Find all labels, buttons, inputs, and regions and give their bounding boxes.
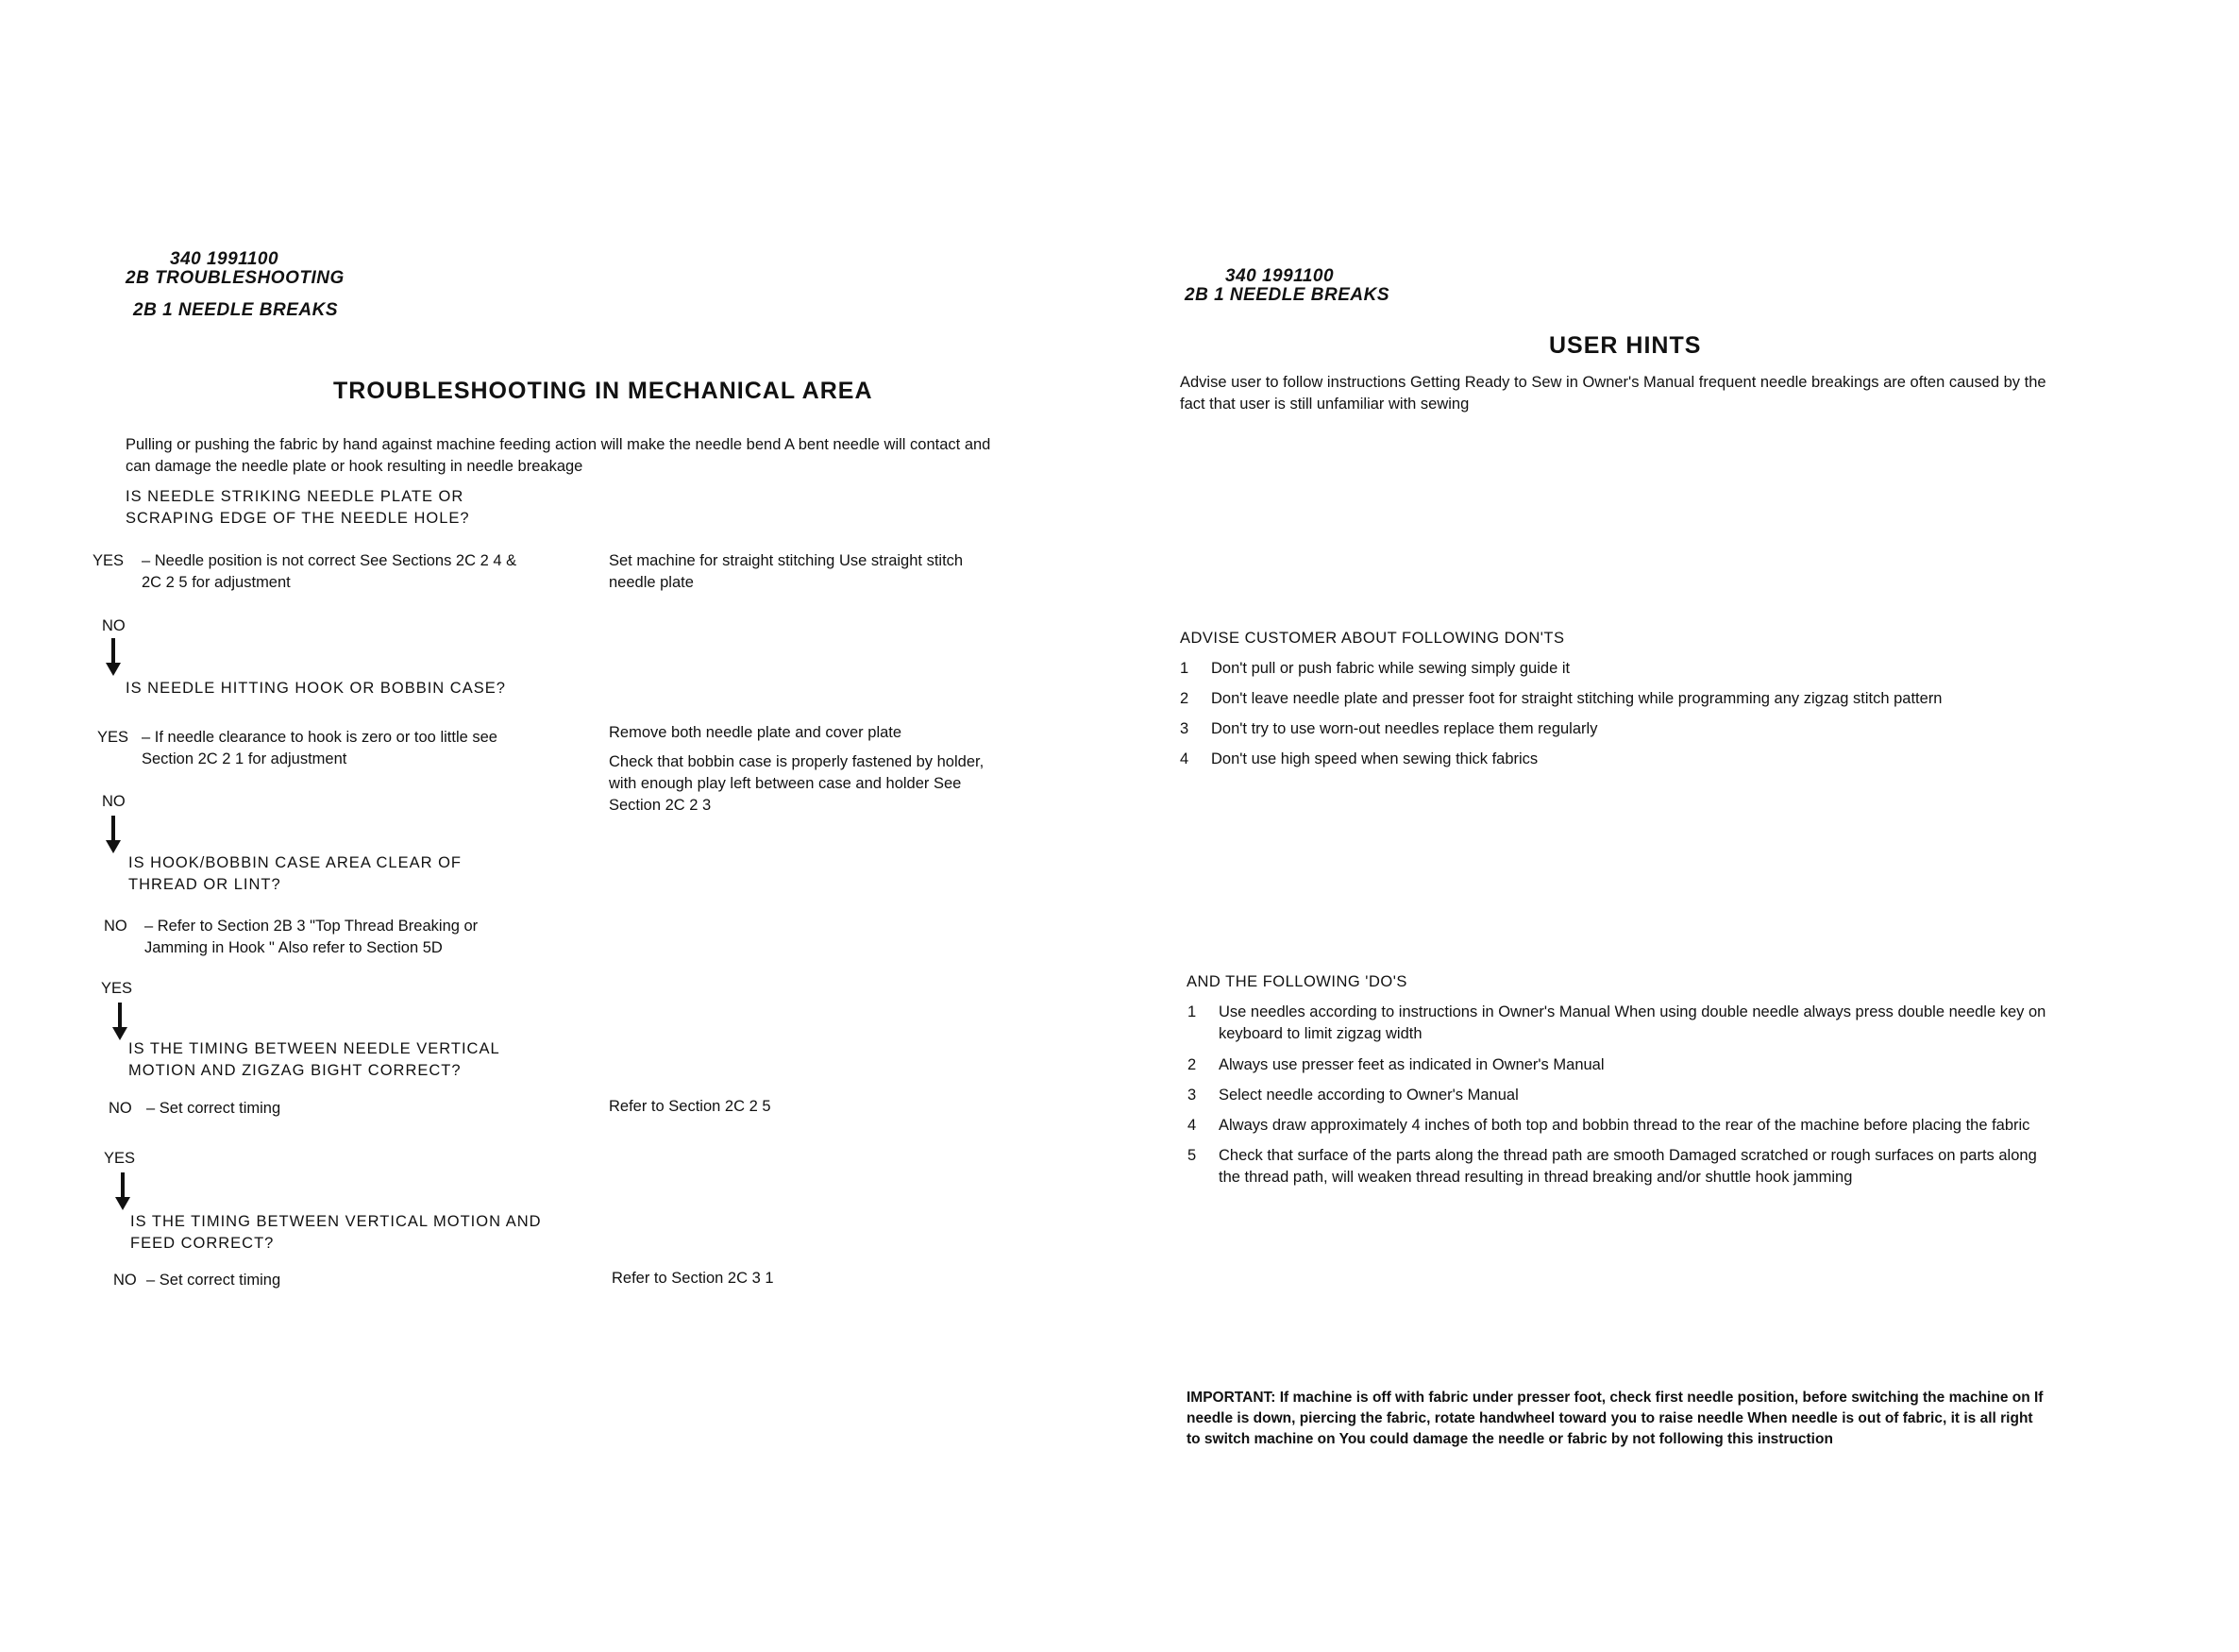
list-item-text: Select needle according to Owner's Manual bbox=[1219, 1087, 1519, 1104]
list-item-number: 1 bbox=[1180, 660, 1189, 677]
list-item-text: Always draw approximately 4 inches of both top and bobbin thread to the rear of the machine before placing the fabric bbox=[1219, 1117, 2030, 1134]
question-needle-striking-plate: IS NEEDLE STRIKING NEEDLE PLATE OR SCRAPING EDGE OF THE NEEDLE HOLE? bbox=[126, 488, 470, 527]
list-item-number: 2 bbox=[1187, 1056, 1197, 1073]
q4-no-label: NO bbox=[109, 1100, 132, 1117]
q2-action-remove-plates: Remove both needle plate and cover plate bbox=[609, 724, 902, 741]
yes3-label: YES bbox=[101, 980, 133, 997]
donts-heading: ADVISE CUSTOMER ABOUT FOLLOWING DON'TS bbox=[1180, 630, 1565, 647]
important-text: If machine is off with fabric under presser foot, check first needle position, before switching the machine on If needle is down, piercing the fabric, rotate handwheel toward you to raise needle When needle is out of fabric, it is all right to switch machine on You could damage the needle or fabric by not following this instruction bbox=[1187, 1390, 2044, 1447]
dos-heading: AND THE FOLLOWING 'DO'S bbox=[1187, 973, 1407, 990]
q1-yes-text: – Needle position is not correct See Sections 2C 2 4 & 2C 2 5 for adjustment bbox=[142, 552, 517, 591]
list-item-text: Don't pull or push fabric while sewing simply guide it bbox=[1211, 660, 1571, 677]
no1-label: NO bbox=[102, 617, 126, 634]
q3-no-label: NO bbox=[104, 918, 127, 935]
q1-yes-label: YES bbox=[93, 552, 125, 569]
flow-down-arrow-icon bbox=[111, 638, 115, 665]
list-item-text: Don't leave needle plate and presser foot for straight stitching while programming any zigzag stitch pattern bbox=[1211, 690, 1943, 707]
right-doc-number: 340 1991100 bbox=[1225, 266, 1335, 286]
question-timing-needle-zigzag: IS THE TIMING BETWEEN NEEDLE VERTICAL MOTION AND ZIGZAG BIGHT CORRECT? bbox=[128, 1040, 500, 1079]
q2-yes-text: – If needle clearance to hook is zero or too little see Section 2C 2 1 for adjustment bbox=[142, 729, 497, 767]
flow-down-arrow-icon bbox=[118, 1003, 122, 1029]
left-intro-paragraph: Pulling or pushing the fabric by hand against machine feeding action will make the needle bend A bent needle will contact and can damage the needle plate or hook resulting in needle breakage bbox=[126, 436, 991, 475]
list-item-text: Don't try to use worn-out needles replace them regularly bbox=[1211, 720, 1598, 737]
list-item-number: 5 bbox=[1187, 1147, 1197, 1164]
q2-action-check-bobbin: Check that bobbin case is properly fastened by holder, with enough play left between case and holder See Section 2C 2 3 bbox=[609, 753, 985, 814]
list-item-number: 1 bbox=[1187, 1003, 1197, 1020]
q1-action: Set machine for straight stitching Use straight stitch needle plate bbox=[609, 552, 964, 591]
list-item-number: 3 bbox=[1187, 1087, 1197, 1104]
q2-yes-label: YES bbox=[97, 729, 129, 746]
left-subsection-header: 2B 1 NEEDLE BREAKS bbox=[133, 300, 338, 320]
list-item-number: 4 bbox=[1180, 750, 1189, 767]
q4-action: Refer to Section 2C 2 5 bbox=[609, 1098, 771, 1115]
question-hook-area-clear: IS HOOK/BOBBIN CASE AREA CLEAR OF THREAD OR LINT? bbox=[128, 854, 463, 893]
q5-no-label: NO bbox=[113, 1272, 137, 1289]
q3-no-text: – Refer to Section 2B 3 "Top Thread Breaking or Jamming in Hook " Also refer to Section 5D bbox=[144, 918, 479, 956]
no2-label: NO bbox=[102, 793, 126, 810]
right-subsection-header: 2B 1 NEEDLE BREAKS bbox=[1185, 285, 1389, 305]
list-item-number: 4 bbox=[1187, 1117, 1197, 1134]
list-item-number: 3 bbox=[1180, 720, 1189, 737]
question-needle-hitting-hook: IS NEEDLE HITTING HOOK OR BOBBIN CASE? bbox=[126, 680, 506, 697]
user-hints-intro: Advise user to follow instructions Getting Ready to Sew in Owner's Manual frequent needle breakings are often caused by the fact that user is still unfamiliar with sewing bbox=[1180, 374, 2046, 413]
left-doc-number: 340 1991100 bbox=[170, 249, 279, 269]
list-item-text: Always use presser feet as indicated in Owner's Manual bbox=[1219, 1056, 1605, 1073]
yes4-label: YES bbox=[104, 1150, 136, 1167]
q5-no-text: – Set correct timing bbox=[146, 1272, 281, 1289]
list-item-number: 2 bbox=[1180, 690, 1189, 707]
important-label: IMPORTANT: bbox=[1187, 1390, 1276, 1406]
flow-down-arrow-icon bbox=[121, 1172, 125, 1199]
list-item-text: Use needles according to instructions in Owner's Manual When using double needle always press double needle key on keyboard to limit zigzag width bbox=[1219, 1003, 2046, 1042]
important-note bbox=[1187, 1388, 2045, 1450]
right-page-title: USER HINTS bbox=[1549, 332, 1702, 359]
left-section-header: 2B TROUBLESHOOTING bbox=[126, 268, 345, 288]
q5-action: Refer to Section 2C 3 1 bbox=[612, 1270, 774, 1287]
flow-down-arrow-icon bbox=[111, 816, 115, 842]
q4-no-text: – Set correct timing bbox=[146, 1100, 281, 1117]
list-item-text: Don't use high speed when sewing thick fabrics bbox=[1211, 750, 1539, 767]
left-page-title: TROUBLESHOOTING IN MECHANICAL AREA bbox=[333, 378, 873, 404]
question-timing-vertical-feed: IS THE TIMING BETWEEN VERTICAL MOTION AND FEED CORRECT? bbox=[130, 1213, 542, 1252]
list-item-text: Check that surface of the parts along the thread path are smooth Damaged scratched or rough surfaces on parts along the thread path, will weaken thread resulting in thread breaking and/or shuttle hook jamming bbox=[1219, 1147, 2037, 1186]
